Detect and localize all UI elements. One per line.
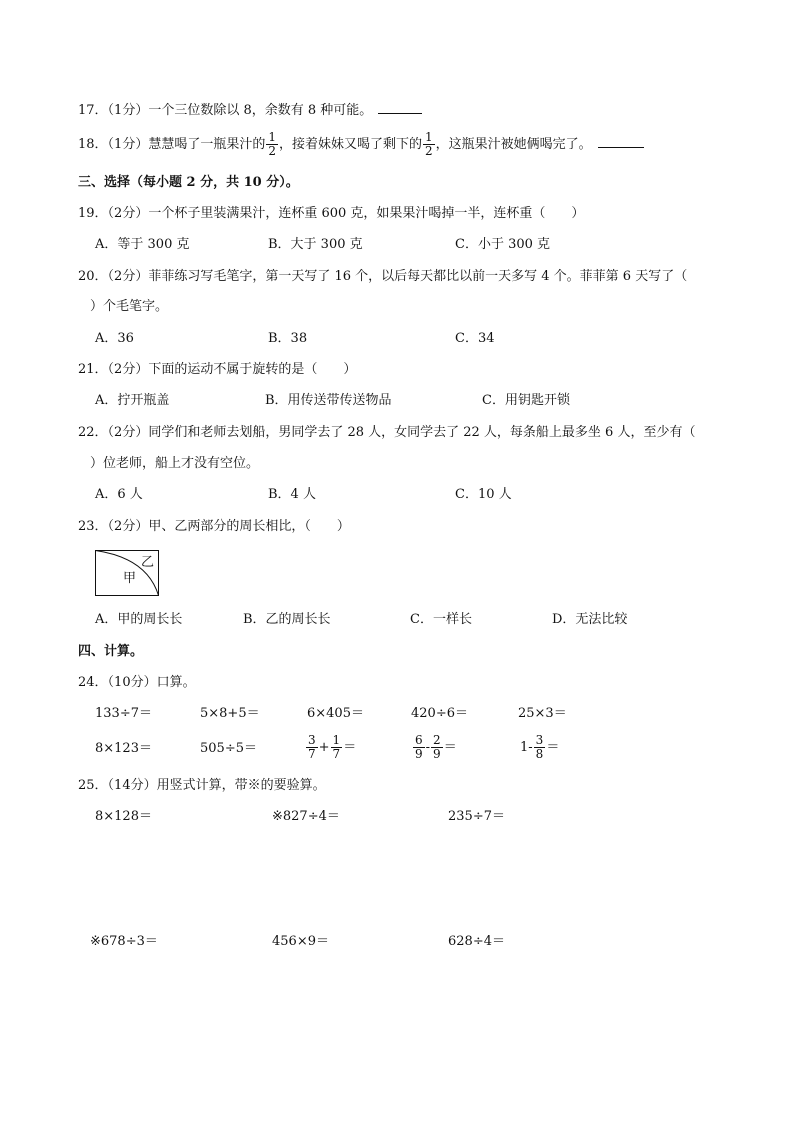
equals-sign: ＝ xyxy=(443,740,457,755)
vertical-calc-item: 456×9＝ xyxy=(272,934,329,949)
fraction-expression-a xyxy=(305,733,356,763)
option-d[interactable]: D．无法比较 xyxy=(552,612,628,627)
vertical-calc-item: 628÷4＝ xyxy=(448,934,505,949)
option-c[interactable]: C．用钥匙开锁 xyxy=(482,393,570,408)
section-3-title: 三、选择（每小题 2 分，共 10 分）。 xyxy=(78,175,299,190)
fraction-denominator: 2 xyxy=(268,144,276,158)
question-22-line1: 22．（2分）同学们和老师去划船，男同学去了 28 人，女同学去了 22 人，每条船上最多坐 6 人，至少有（ xyxy=(78,425,696,440)
fraction xyxy=(431,734,443,761)
question-18 xyxy=(78,130,644,160)
option-c[interactable]: C．一样长 xyxy=(410,612,472,627)
perimeter-figure xyxy=(95,550,159,596)
question-18-middle: ，接着妹妹又喝了剩下的 xyxy=(278,137,422,152)
question-22-line2: ）位老师，船上才没有空位。 xyxy=(90,456,260,471)
section-4-title: 四、计算。 xyxy=(78,644,144,659)
fraction-expression-c xyxy=(520,733,559,763)
fraction-one-half xyxy=(423,131,435,158)
fraction-denominator: 9 xyxy=(415,747,423,761)
option-a[interactable]: A．拧开瓶盖 xyxy=(95,393,170,408)
oral-calc-item: 25×3＝ xyxy=(518,706,567,721)
oral-calc-item: 8×123＝ xyxy=(95,741,152,756)
fraction-numerator: 1 xyxy=(332,733,341,747)
fraction-numerator: 3 xyxy=(535,733,544,747)
option-a[interactable]: A．甲的周长长 xyxy=(95,612,183,627)
equals-sign: ＝ xyxy=(343,740,357,755)
question-18-suffix: ，这瓶果汁被她俩喝完了。 xyxy=(435,137,592,152)
fraction-numerator: 6 xyxy=(415,733,423,747)
oral-calc-item: 6×405＝ xyxy=(307,706,364,721)
fraction-numerator: 2 xyxy=(433,733,441,747)
fraction xyxy=(413,734,425,761)
option-a[interactable]: A．36 xyxy=(95,331,134,346)
vertical-calc-item: ※827÷4＝ xyxy=(272,809,340,824)
question-18-prefix: 18．（1分）慧慧喝了一瓶果汁的 xyxy=(78,137,266,152)
equals-sign: ＝ xyxy=(546,740,560,755)
answer-blank[interactable] xyxy=(378,101,422,114)
option-b[interactable]: B．4 人 xyxy=(268,487,316,502)
region-yi-label: 乙 xyxy=(141,555,155,570)
fraction-denominator: 9 xyxy=(433,747,441,761)
vertical-calc-item: 235÷7＝ xyxy=(448,809,505,824)
option-c[interactable]: C．小于 300 克 xyxy=(455,237,551,252)
vertical-calc-item: 8×128＝ xyxy=(95,809,152,824)
fraction-denominator: 2 xyxy=(424,144,433,158)
oral-calc-item: 505÷5＝ xyxy=(200,741,257,756)
fraction-numerator: 1 xyxy=(424,130,433,144)
operator: + xyxy=(318,740,330,755)
region-jia-label: 甲 xyxy=(123,571,137,586)
oral-calc-item: 5×8+5＝ xyxy=(200,706,260,721)
fraction-denominator: 7 xyxy=(332,747,341,761)
fraction xyxy=(306,734,318,761)
question-23-text: 23．（2分）甲、乙两部分的周长相比，（ ） xyxy=(78,519,350,534)
option-c[interactable]: C．34 xyxy=(455,331,495,346)
question-20-line2: ）个毛笔字。 xyxy=(90,299,169,314)
operator: - xyxy=(425,740,431,755)
answer-blank[interactable] xyxy=(598,135,644,148)
question-17 xyxy=(78,101,422,120)
question-25-text: 25．（14分）用竖式计算，带※的要验算。 xyxy=(78,778,326,793)
fraction xyxy=(534,734,546,761)
question-21-text: 21．（2分）下面的运动不属于旋转的是（ ） xyxy=(78,362,357,377)
fraction-denominator: 7 xyxy=(308,747,316,761)
operand-lead: 1- xyxy=(520,740,533,755)
fraction-one-half xyxy=(266,131,278,158)
option-a[interactable]: A．6 人 xyxy=(95,487,143,502)
fraction-numerator: 3 xyxy=(308,733,316,747)
oral-calc-item: 133÷7＝ xyxy=(95,706,152,721)
option-b[interactable]: B．38 xyxy=(268,331,308,346)
option-b[interactable]: B．大于 300 克 xyxy=(268,237,363,252)
option-b[interactable]: B．用传送带传送物品 xyxy=(265,393,392,408)
option-c[interactable]: C．10 人 xyxy=(455,487,512,502)
fraction-denominator: 8 xyxy=(535,747,544,761)
option-a[interactable]: A．等于 300 克 xyxy=(95,237,190,252)
fraction-numerator: 1 xyxy=(268,130,276,144)
option-b[interactable]: B．乙的周长长 xyxy=(243,612,331,627)
vertical-calc-item: ※678÷3＝ xyxy=(90,934,158,949)
question-19-text: 19．（2分）一个杯子里装满果汁，连杯重 600 克，如果果汁喝掉一半，连杯重（ ） xyxy=(78,206,585,221)
question-24-text: 24．（10分）口算。 xyxy=(78,675,196,690)
question-20-line1: 20．（2分）菲菲练习写毛笔字，第一天写了 16 个，以后每天都比以前一天多写 4 个。菲菲第 6 天写了（ xyxy=(78,269,688,284)
oral-calc-item: 420÷6＝ xyxy=(411,706,468,721)
fraction xyxy=(331,734,343,761)
fraction-expression-b xyxy=(412,733,457,763)
question-17-text: 17．（1分）一个三位数除以 8，余数有 8 种可能。 xyxy=(78,103,373,118)
